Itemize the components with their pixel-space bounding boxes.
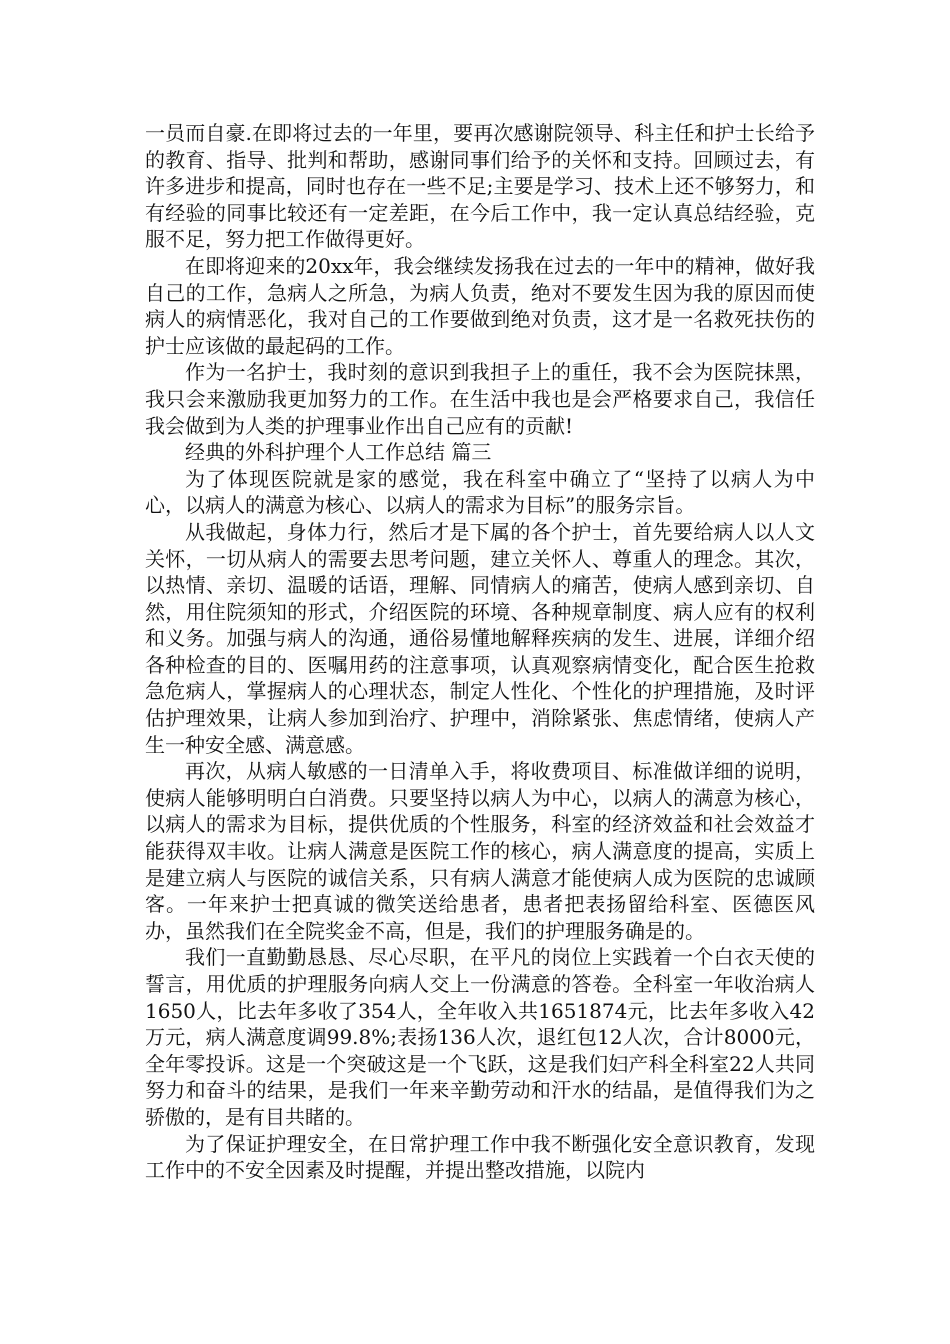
- paragraph-continuation: 一员而自豪.在即将过去的一年里，要再次感谢院领导、科主任和护士长给予的教育、指导、批判和帮助，感谢同事们给予的关怀和支持。回顾过去，有许多进步和提高，同时也存在一些不足;主要是学习、技术上还不够努力，和有经验的同事比较还有一定差距，在今后工作中，我一定认真总结经验，克服不足，努力把工作做得更好。: [145, 121, 815, 252]
- paragraph: 作为一名护士，我时刻的意识到我担子上的重任，我不会为医院抹黑，我只会来激励我更加努力的工作。在生活中我也是会严格要求自己，我信任我会做到为人类的护理事业作出自己应有的贡献!: [145, 360, 815, 438]
- paragraph: 再次，从病人敏感的一日清单入手，将收费项目、标准做详细的说明，使病人能够明明白白消费。只要坚持以病人为中心，以病人的满意为核心，以病人的需求为目标，提供优质的个性服务，科室的经济效益和社会效益才能获得双丰收。让病人满意是医院工作的核心，病人满意度的提高，实质上是建立病人与医院的诚信关系，只有病人满意才能使病人成为医院的忠诚顾客。一年来护士把真诚的微笑送给患者，患者把表扬留给科室、医德医风办，虽然我们在全院奖金不高，但是，我们的护理服务确是的。: [145, 759, 815, 943]
- paragraph: 为了体现医院就是家的感觉，我在科室中确立了“坚持了以病人为中心，以病人的满意为核心、以病人的需求为目标”的服务宗旨。: [145, 466, 815, 518]
- paragraph: 从我做起，身体力行，然后才是下属的各个护士，首先要给病人以人文关怀，一切从病人的需要去思考问题，建立关怀人、尊重人的理念。其次，以热情、亲切、温暖的话语，理解、同情病人的痛苦，使病人感到亲切、自然，用住院须知的形式，介绍医院的环境、各种规章制度、病人应有的权利和义务。加强与病人的沟通，通俗易懂地解释疾病的发生、进展，详细介绍各种检查的目的、医嘱用药的注意事项，认真观察病情变化，配合医生抢救急危病人，掌握病人的心理状态，制定人性化、个性化的护理措施，及时评估护理效果，让病人参加到治疗、护理中，消除紧张、焦虑情绪，使病人产生一种安全感、满意感。: [145, 519, 815, 757]
- paragraph: 在即将迎来的20xx年，我会继续发扬我在过去的一年中的精神，做好我自己的工作，急病人之所急，为病人负责，绝对不要发生因为我的原因而使病人的病情恶化，我对自己的工作要做到绝对负责，这才是一名救死扶伤的护士应该做的最起码的工作。: [145, 253, 815, 358]
- paragraph: 为了保证护理安全，在日常护理工作中我不断强化安全意识教育，发现工作中的不安全因素及时提醒，并提出整改措施，以院内: [145, 1131, 815, 1183]
- paragraph: 我们一直勤勤恳恳、尽心尽职，在平凡的岗位上实践着一个白衣天使的誓言，用优质的护理服务向病人交上一份满意的答卷。全科室一年收治病人1650人，比去年多收了354人，全年收入共1651874元，比去年多收入42万元，病人满意度调99.8%;表扬136人次，退红包12人次，合计8000元，全年零投诉。这是一个突破这是一个飞跃，这是我们妇产科全科室22人共同努力和奋斗的结果，是我们一年来辛勤劳动和汗水的结晶，是值得我们为之骄傲的，是有目共睹的。: [145, 945, 815, 1129]
- document-body: [145, 120, 815, 1184]
- section-heading: 经典的外科护理个人工作总结 篇三: [185, 440, 492, 465]
